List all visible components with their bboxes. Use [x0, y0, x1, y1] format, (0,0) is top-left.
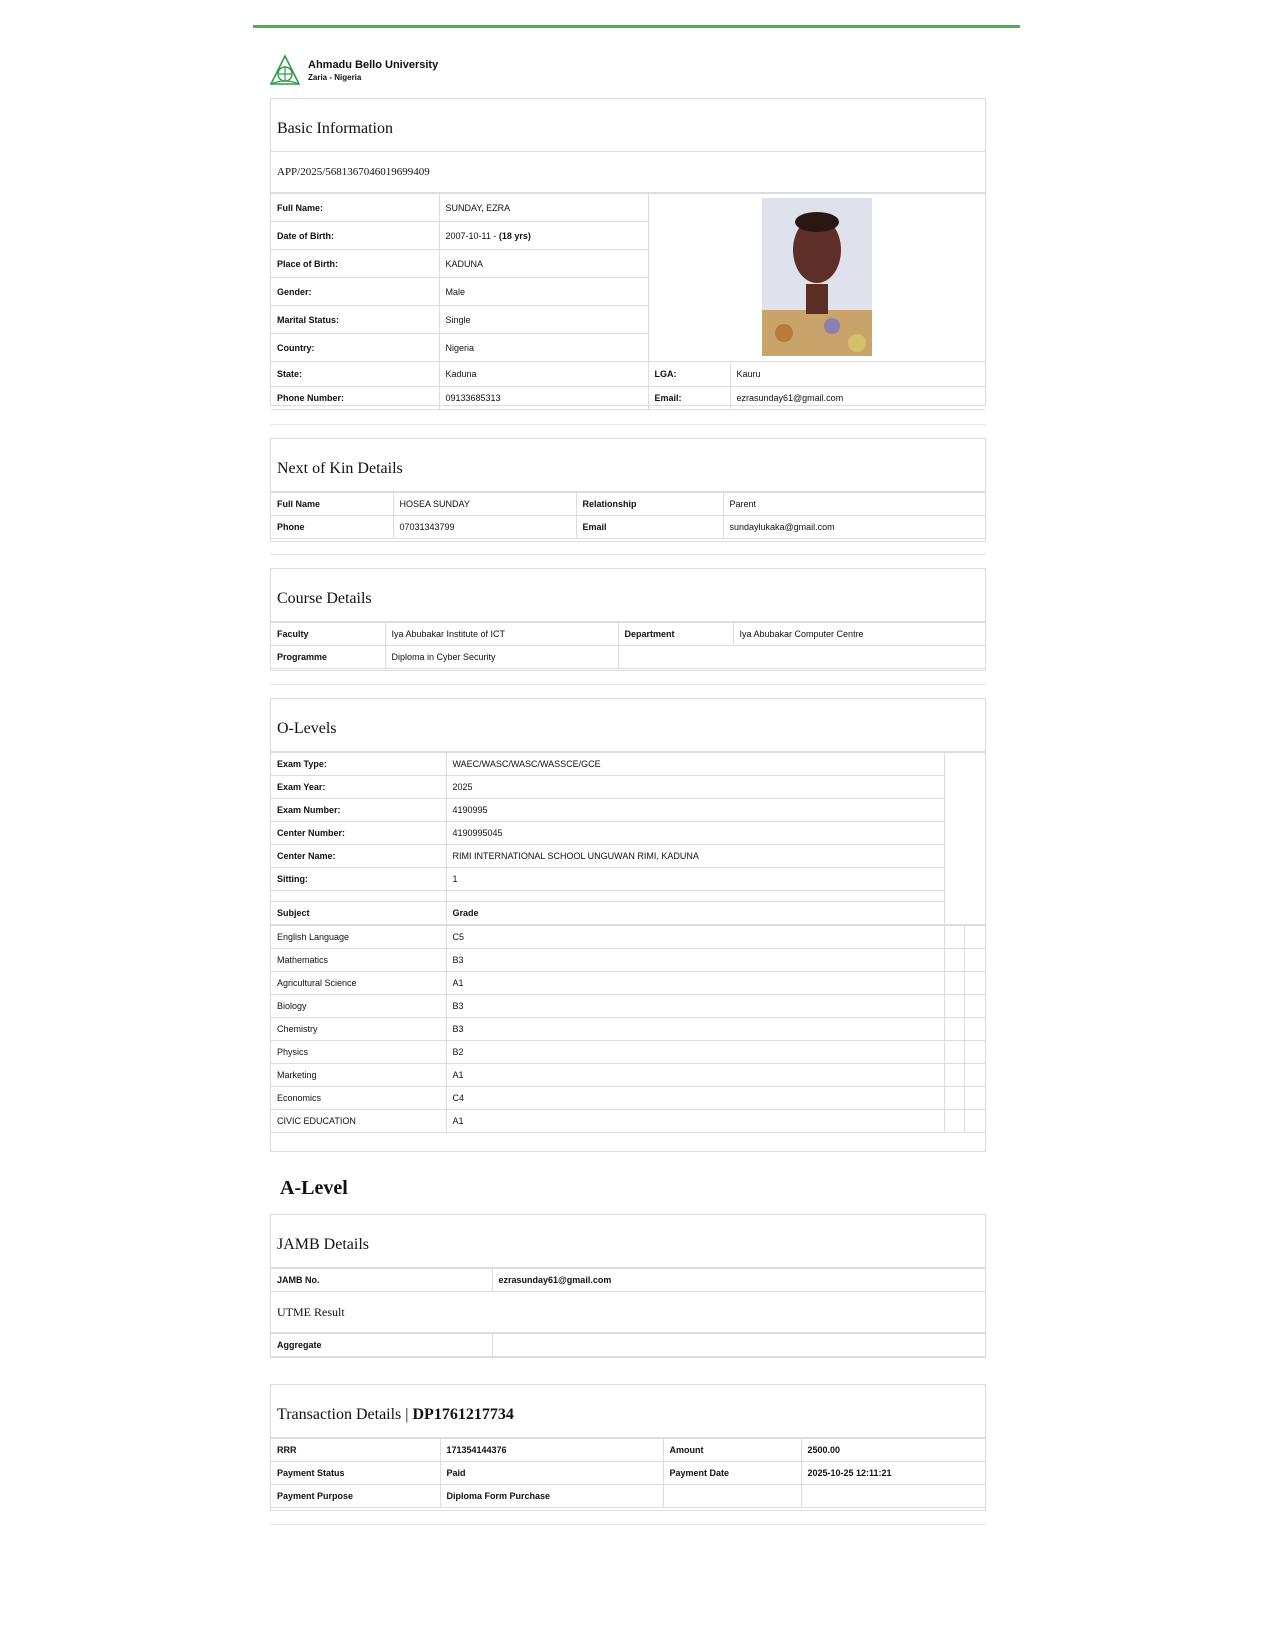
gender-label: Gender: — [271, 278, 439, 306]
subject-grade: A1 — [446, 1110, 944, 1133]
subject-row — [271, 1087, 985, 1110]
grade-header: Grade — [446, 902, 944, 925]
age-value: (18 yrs) — [498, 230, 531, 241]
kin-email-value: sundaylukaka@gmail.com — [723, 516, 985, 539]
jamb-no-value: ezrasunday61@gmail.com — [492, 1269, 985, 1292]
exam-year-label: Exam Year: — [271, 776, 446, 799]
section-title: Next of Kin Details — [271, 439, 985, 492]
lga-value: Kauru — [730, 362, 985, 387]
exam-year-value: 2025 — [446, 776, 944, 799]
aggregate-label: Aggregate — [271, 1334, 492, 1357]
sitting-value: 1 — [446, 868, 944, 891]
empty-cell — [944, 1018, 964, 1041]
empty-cell — [964, 926, 985, 949]
subject-row — [271, 972, 985, 995]
amount-value: 2500.00 — [801, 1439, 985, 1462]
transaction-table — [271, 1438, 985, 1508]
kin-relationship-label: Relationship — [576, 493, 723, 516]
empty-cell — [944, 1041, 964, 1064]
subject-name: Agricultural Science — [271, 972, 446, 995]
kin-name-value: HOSEA SUNDAY — [393, 493, 576, 516]
exam-type-label: Exam Type: — [271, 753, 446, 776]
section-title: Transaction Details | DP1761217734 — [271, 1385, 985, 1438]
spacer-cell — [446, 891, 944, 902]
gender-value: Male — [439, 278, 648, 306]
rrr-label: RRR — [271, 1439, 440, 1462]
basic-info-table — [271, 193, 985, 410]
subject-header: Subject — [271, 902, 446, 925]
subject-grade: B3 — [446, 949, 944, 972]
exam-number-value: 4190995 — [446, 799, 944, 822]
exam-number-label: Exam Number: — [271, 799, 446, 822]
jamb-no-label: JAMB No. — [271, 1269, 492, 1292]
marital-value: Single — [439, 306, 648, 334]
subject-grade: C4 — [446, 1087, 944, 1110]
subject-name: English Language — [271, 926, 446, 949]
empty-cell — [964, 1041, 985, 1064]
programme-label: Programme — [271, 646, 385, 669]
empty-cell — [944, 949, 964, 972]
top-accent-bar — [253, 25, 1020, 28]
empty-cell — [944, 1064, 964, 1087]
department-value: Iya Abubakar Computer Centre — [733, 623, 985, 646]
dob-label: Date of Birth: — [271, 222, 439, 250]
university-logo-icon — [268, 54, 302, 88]
phone-label: Phone Number: — [271, 387, 439, 410]
passport-photo — [762, 198, 872, 356]
amount-label: Amount — [663, 1439, 801, 1462]
photo-cell — [648, 194, 985, 362]
dob-value: 2007-10-11 - (18 yrs) — [439, 222, 648, 250]
phone-value: 09133685313 — [439, 387, 648, 410]
utme-table — [271, 1333, 985, 1357]
center-name-label: Center Name: — [271, 845, 446, 868]
subject-name: Mathematics — [271, 949, 446, 972]
olevel-subjects-table — [271, 925, 985, 1133]
kin-email-label: Email — [576, 516, 723, 539]
kin-phone-value: 07031343799 — [393, 516, 576, 539]
payment-status-label: Payment Status — [271, 1462, 440, 1485]
university-name: Ahmadu Bello University — [308, 59, 439, 71]
email-label: Email: — [648, 387, 730, 410]
empty-cell — [944, 1110, 964, 1133]
kin-relationship-value: Parent — [723, 493, 985, 516]
sitting-label: Sitting: — [271, 868, 446, 891]
subject-name: Chemistry — [271, 1018, 446, 1041]
subject-name: Economics — [271, 1087, 446, 1110]
payment-purpose-label: Payment Purpose — [271, 1485, 440, 1508]
section-title: O-Levels — [271, 699, 985, 752]
jamb-table — [271, 1268, 985, 1292]
center-name-value: RIMI INTERNATIONAL SCHOOL UNGUWAN RIMI, KADUNA — [446, 845, 944, 868]
state-label: State: — [271, 362, 439, 387]
faculty-value: Iya Abubakar Institute of ICT — [385, 623, 618, 646]
transaction-ref: DP1761217734 — [412, 1406, 514, 1423]
subject-row — [271, 926, 985, 949]
utme-result-title: UTME Result — [271, 1292, 985, 1333]
section-title: Basic Information — [271, 99, 985, 152]
empty-cell — [964, 1064, 985, 1087]
spacer-cell — [271, 891, 446, 902]
empty-cell — [944, 926, 964, 949]
divider — [270, 684, 986, 685]
subject-grade: B2 — [446, 1041, 944, 1064]
empty-cell — [944, 995, 964, 1018]
aggregate-value — [492, 1334, 985, 1357]
full-name-value: SUNDAY, EZRA — [439, 194, 648, 222]
divider — [270, 1524, 986, 1525]
payment-status-value: Paid — [440, 1462, 663, 1485]
divider — [270, 424, 986, 425]
payment-purpose-value: Diploma Form Purchase — [440, 1485, 663, 1508]
subject-grade: B3 — [446, 1018, 944, 1041]
payment-date-value: 2025-10-25 12:11:21 — [801, 1462, 985, 1485]
country-label: Country: — [271, 334, 439, 362]
lga-label: LGA: — [648, 362, 730, 387]
subject-row — [271, 1110, 985, 1133]
empty-cell — [964, 972, 985, 995]
empty-cell — [964, 1087, 985, 1110]
country-value: Nigeria — [439, 334, 648, 362]
email-value: ezrasunday61@gmail.com — [730, 387, 985, 410]
subject-grade: C5 — [446, 926, 944, 949]
empty-cell — [944, 1087, 964, 1110]
subject-row — [271, 1018, 985, 1041]
subject-grade: A1 — [446, 972, 944, 995]
kin-name-label: Full Name — [271, 493, 393, 516]
center-number-label: Center Number: — [271, 822, 446, 845]
state-value: Kaduna — [439, 362, 648, 387]
faculty-label: Faculty — [271, 623, 385, 646]
subject-grade: B3 — [446, 995, 944, 1018]
course-table — [271, 622, 985, 669]
section-title: JAMB Details — [271, 1215, 985, 1268]
empty-cell — [964, 1018, 985, 1041]
programme-value: Diploma in Cyber Security — [385, 646, 618, 669]
subject-name: CIVIC EDUCATION — [271, 1110, 446, 1133]
subject-grade: A1 — [446, 1064, 944, 1087]
pob-label: Place of Birth: — [271, 250, 439, 278]
subject-name: Biology — [271, 995, 446, 1018]
a-level-heading: A-Level — [280, 1177, 348, 1199]
next-of-kin-section — [270, 438, 986, 542]
empty-cell — [663, 1485, 801, 1508]
kin-phone-label: Phone — [271, 516, 393, 539]
full-name-label: Full Name: — [271, 194, 439, 222]
transaction-details-section — [270, 1384, 986, 1511]
rrr-value: 171354144376 — [440, 1439, 663, 1462]
course-details-section — [270, 568, 986, 671]
empty-column — [944, 753, 985, 925]
subject-row — [271, 995, 985, 1018]
university-header — [268, 54, 438, 88]
subject-row — [271, 1041, 985, 1064]
subject-name: Marketing — [271, 1064, 446, 1087]
o-levels-section — [270, 698, 986, 1152]
application-number: APP/2025/5681367046019699409 — [271, 152, 985, 193]
subject-name: Physics — [271, 1041, 446, 1064]
empty-cell — [964, 1110, 985, 1133]
basic-information-section — [270, 98, 986, 406]
pob-value: KADUNA — [439, 250, 648, 278]
empty-cell — [944, 972, 964, 995]
subject-row — [271, 1064, 985, 1087]
section-title: Course Details — [271, 569, 985, 622]
empty-cell — [618, 646, 985, 669]
jamb-details-section — [270, 1214, 986, 1358]
divider — [270, 554, 986, 555]
exam-type-value: WAEC/WASC/WASC/WASSCE/GCE — [446, 753, 944, 776]
marital-label: Marital Status: — [271, 306, 439, 334]
olevel-info-table — [271, 752, 985, 925]
center-number-value: 4190995045 — [446, 822, 944, 845]
university-location: Zaria - Nigeria — [308, 73, 362, 82]
empty-cell — [964, 949, 985, 972]
empty-cell — [801, 1485, 985, 1508]
subject-row — [271, 949, 985, 972]
payment-date-label: Payment Date — [663, 1462, 801, 1485]
department-label: Department — [618, 623, 733, 646]
empty-cell — [964, 995, 985, 1018]
kin-table — [271, 492, 985, 539]
